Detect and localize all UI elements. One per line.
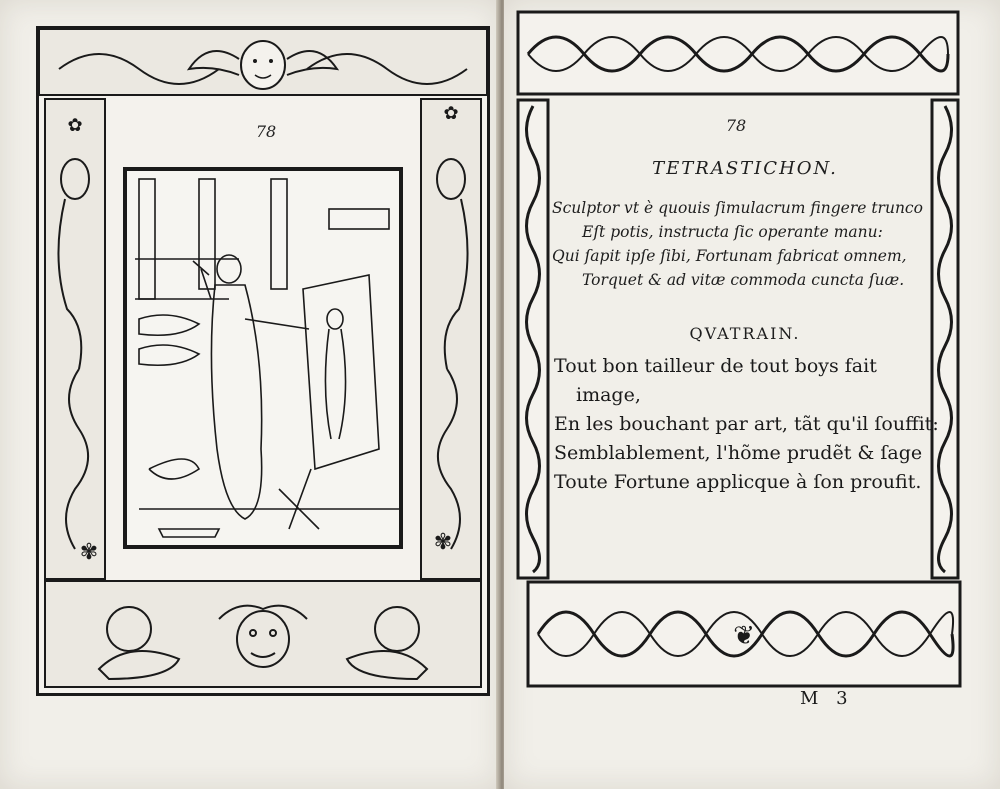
bottom-frieze	[45, 581, 481, 687]
rosette-icon: ✿	[67, 115, 83, 136]
right-page-number: 78	[725, 116, 747, 135]
left-pilaster	[45, 99, 105, 579]
rosette-icon: ✿	[443, 103, 459, 124]
right-pilaster	[421, 99, 481, 579]
left-page-number: 78	[255, 122, 277, 141]
latin-verse	[552, 196, 942, 292]
verse-line: image,	[576, 384, 641, 406]
verse-line: Toute Fortune applicque à ſon proufit.	[554, 471, 922, 493]
verse-line: Sculptor vt è quouis ſimulacrum fingere trunco	[552, 199, 923, 217]
verse-line: En les bouchant par art, tãt qu'il ſouffit:	[554, 413, 939, 435]
flower-ornament-icon: ✾	[79, 540, 99, 565]
right-ornament-band	[932, 100, 958, 578]
fleuron-icon: ❦	[733, 621, 755, 651]
verse-line: Tout bon tailleur de tout boys fait	[554, 355, 877, 377]
french-verse	[554, 352, 939, 497]
quatrain-heading: QVATRAIN.	[689, 324, 801, 343]
ornamental-border	[516, 10, 962, 688]
verse-line: Qui ſapit ipſe ſibi, Fortunam fabricat omnem,	[552, 247, 907, 265]
signature-mark: M 3	[800, 688, 854, 709]
flower-ornament-icon: ✾	[433, 530, 453, 555]
verse-line: Torquet & ad vitæ commoda cuncta ſuæ.	[582, 271, 905, 289]
verse-line: Semblablement, l'hõme prudẽt & ſage	[554, 442, 923, 464]
tetrastichon-heading: TETRASTICHON.	[652, 158, 838, 179]
verse-line: Eſt potis, instructa ſic operante manu:	[582, 223, 883, 241]
left-ornament-band	[518, 100, 548, 578]
illustration-panel	[125, 169, 401, 547]
ornamental-border-art	[516, 10, 962, 688]
